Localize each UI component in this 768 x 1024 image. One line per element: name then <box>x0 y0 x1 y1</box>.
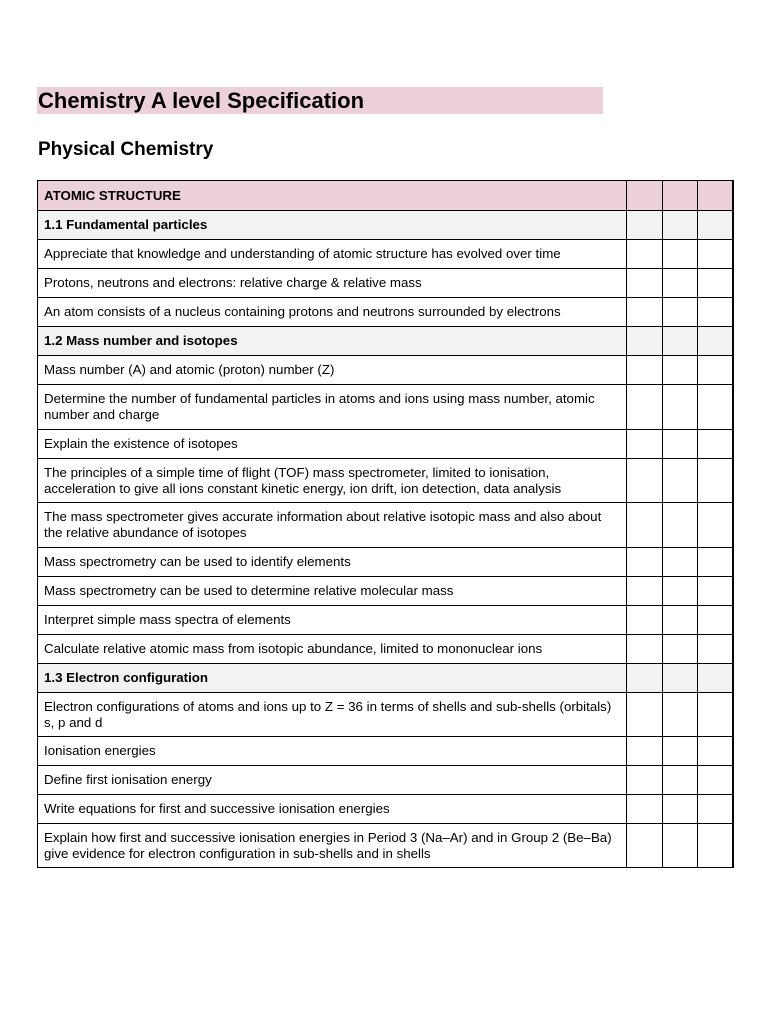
specification-point: Ionisation energies <box>38 737 627 766</box>
subtopic-heading: 1.2 Mass number and isotopes <box>38 327 627 356</box>
section-heading: Physical Chemistry <box>38 139 214 160</box>
table-row <box>38 240 733 269</box>
topic-heading: ATOMIC STRUCTURE <box>38 181 627 211</box>
document-title: Chemistry A level Specification <box>37 87 603 114</box>
tick-box-1[interactable] <box>627 327 663 356</box>
tick-box-3[interactable] <box>698 737 733 766</box>
table-section-row <box>38 327 733 356</box>
tick-box-1[interactable] <box>627 269 663 298</box>
specification-point: Write equations for first and successive ionisation energies <box>38 795 627 824</box>
tick-box-3[interactable] <box>698 795 733 824</box>
specification-point: Protons, neutrons and electrons: relative charge & relative mass <box>38 269 627 298</box>
tick-box-2[interactable] <box>663 430 698 459</box>
tick-box-1[interactable] <box>627 356 663 385</box>
tick-box-2[interactable] <box>663 298 698 327</box>
specification-point: Calculate relative atomic mass from isotopic abundance, limited to mononuclear ions <box>38 635 627 664</box>
table-row <box>38 737 733 766</box>
tick-box-3[interactable] <box>698 606 733 635</box>
specification-point: Mass spectrometry can be used to determine relative molecular mass <box>38 577 627 606</box>
table-row <box>38 795 733 824</box>
tick-box-3[interactable] <box>698 181 733 211</box>
tick-box-1[interactable] <box>627 548 663 577</box>
tick-box-1[interactable] <box>627 693 663 737</box>
table-row <box>38 606 733 635</box>
tick-box-2[interactable] <box>663 737 698 766</box>
tick-box-3[interactable] <box>698 240 733 269</box>
table-row <box>38 693 733 737</box>
specification-point: The principles of a simple time of flight (TOF) mass spectrometer, limited to ionisation, acceleration to give all ions constant kinetic energy, ion drift, ion detection, data analysis <box>38 459 627 503</box>
tick-box-1[interactable] <box>627 577 663 606</box>
tick-box-3[interactable] <box>698 635 733 664</box>
tick-box-1[interactable] <box>627 824 663 868</box>
tick-box-2[interactable] <box>663 635 698 664</box>
table-row <box>38 503 733 548</box>
tick-box-2[interactable] <box>663 269 698 298</box>
tick-box-1[interactable] <box>627 211 663 240</box>
specification-table-body <box>38 181 733 868</box>
tick-box-1[interactable] <box>627 181 663 211</box>
table-row <box>38 766 733 795</box>
table-section-row <box>38 211 733 240</box>
tick-box-1[interactable] <box>627 795 663 824</box>
tick-box-2[interactable] <box>663 503 698 548</box>
tick-box-3[interactable] <box>698 577 733 606</box>
tick-box-1[interactable] <box>627 430 663 459</box>
tick-box-1[interactable] <box>627 459 663 503</box>
tick-box-2[interactable] <box>663 824 698 868</box>
specification-point: Mass spectrometry can be used to identify elements <box>38 548 627 577</box>
tick-box-3[interactable] <box>698 269 733 298</box>
tick-box-1[interactable] <box>627 240 663 269</box>
tick-box-2[interactable] <box>663 181 698 211</box>
tick-box-3[interactable] <box>698 824 733 868</box>
specification-point: Determine the number of fundamental particles in atoms and ions using mass number, atomic number and charge <box>38 385 627 430</box>
table-row <box>38 548 733 577</box>
subtopic-heading: 1.3 Electron configuration <box>38 664 627 693</box>
specification-point: The mass spectrometer gives accurate information about relative isotopic mass and also about the relative abundance of isotopes <box>38 503 627 548</box>
tick-box-2[interactable] <box>663 211 698 240</box>
specification-point: Explain how first and successive ionisation energies in Period 3 (Na–Ar) and in Group 2 (Be–Ba) give evidence for electron configuration in sub-shells and in shells <box>38 824 627 868</box>
table-row <box>38 824 733 868</box>
specification-point: Electron configurations of atoms and ions up to Z = 36 in terms of shells and sub-shells (orbitals) s, p and d <box>38 693 627 737</box>
table-row <box>38 356 733 385</box>
tick-box-2[interactable] <box>663 548 698 577</box>
tick-box-2[interactable] <box>663 606 698 635</box>
table-row <box>38 459 733 503</box>
tick-box-1[interactable] <box>627 503 663 548</box>
specification-point: Define first ionisation energy <box>38 766 627 795</box>
tick-box-1[interactable] <box>627 298 663 327</box>
tick-box-2[interactable] <box>663 664 698 693</box>
tick-box-2[interactable] <box>663 240 698 269</box>
tick-box-3[interactable] <box>698 356 733 385</box>
specification-point: Mass number (A) and atomic (proton) number (Z) <box>38 356 627 385</box>
specification-point: Appreciate that knowledge and understanding of atomic structure has evolved over time <box>38 240 627 269</box>
tick-box-1[interactable] <box>627 766 663 795</box>
tick-box-3[interactable] <box>698 766 733 795</box>
table-row <box>38 430 733 459</box>
tick-box-2[interactable] <box>663 327 698 356</box>
specification-point: An atom consists of a nucleus containing protons and neutrons surrounded by electrons <box>38 298 627 327</box>
table-row <box>38 269 733 298</box>
tick-box-1[interactable] <box>627 606 663 635</box>
tick-box-2[interactable] <box>663 693 698 737</box>
table-section-row <box>38 664 733 693</box>
tick-box-2[interactable] <box>663 356 698 385</box>
tick-box-3[interactable] <box>698 503 733 548</box>
tick-box-2[interactable] <box>663 795 698 824</box>
tick-box-3[interactable] <box>698 664 733 693</box>
specification-table <box>37 180 734 868</box>
subtopic-heading: 1.1 Fundamental particles <box>38 211 627 240</box>
table-row <box>38 635 733 664</box>
tick-box-3[interactable] <box>698 548 733 577</box>
table-row <box>38 298 733 327</box>
table-row <box>38 385 733 430</box>
tick-box-1[interactable] <box>627 385 663 430</box>
table-row <box>38 577 733 606</box>
tick-box-1[interactable] <box>627 635 663 664</box>
tick-box-2[interactable] <box>663 459 698 503</box>
tick-box-3[interactable] <box>698 385 733 430</box>
specification-point: Explain the existence of isotopes <box>38 430 627 459</box>
tick-box-3[interactable] <box>698 459 733 503</box>
tick-box-2[interactable] <box>663 577 698 606</box>
tick-box-1[interactable] <box>627 737 663 766</box>
tick-box-1[interactable] <box>627 664 663 693</box>
specification-point: Interpret simple mass spectra of elements <box>38 606 627 635</box>
tick-box-3[interactable] <box>698 298 733 327</box>
tick-box-2[interactable] <box>663 766 698 795</box>
tick-box-3[interactable] <box>698 211 733 240</box>
table-header-row <box>38 181 733 211</box>
tick-box-3[interactable] <box>698 327 733 356</box>
tick-box-3[interactable] <box>698 430 733 459</box>
tick-box-2[interactable] <box>663 385 698 430</box>
tick-box-3[interactable] <box>698 693 733 737</box>
